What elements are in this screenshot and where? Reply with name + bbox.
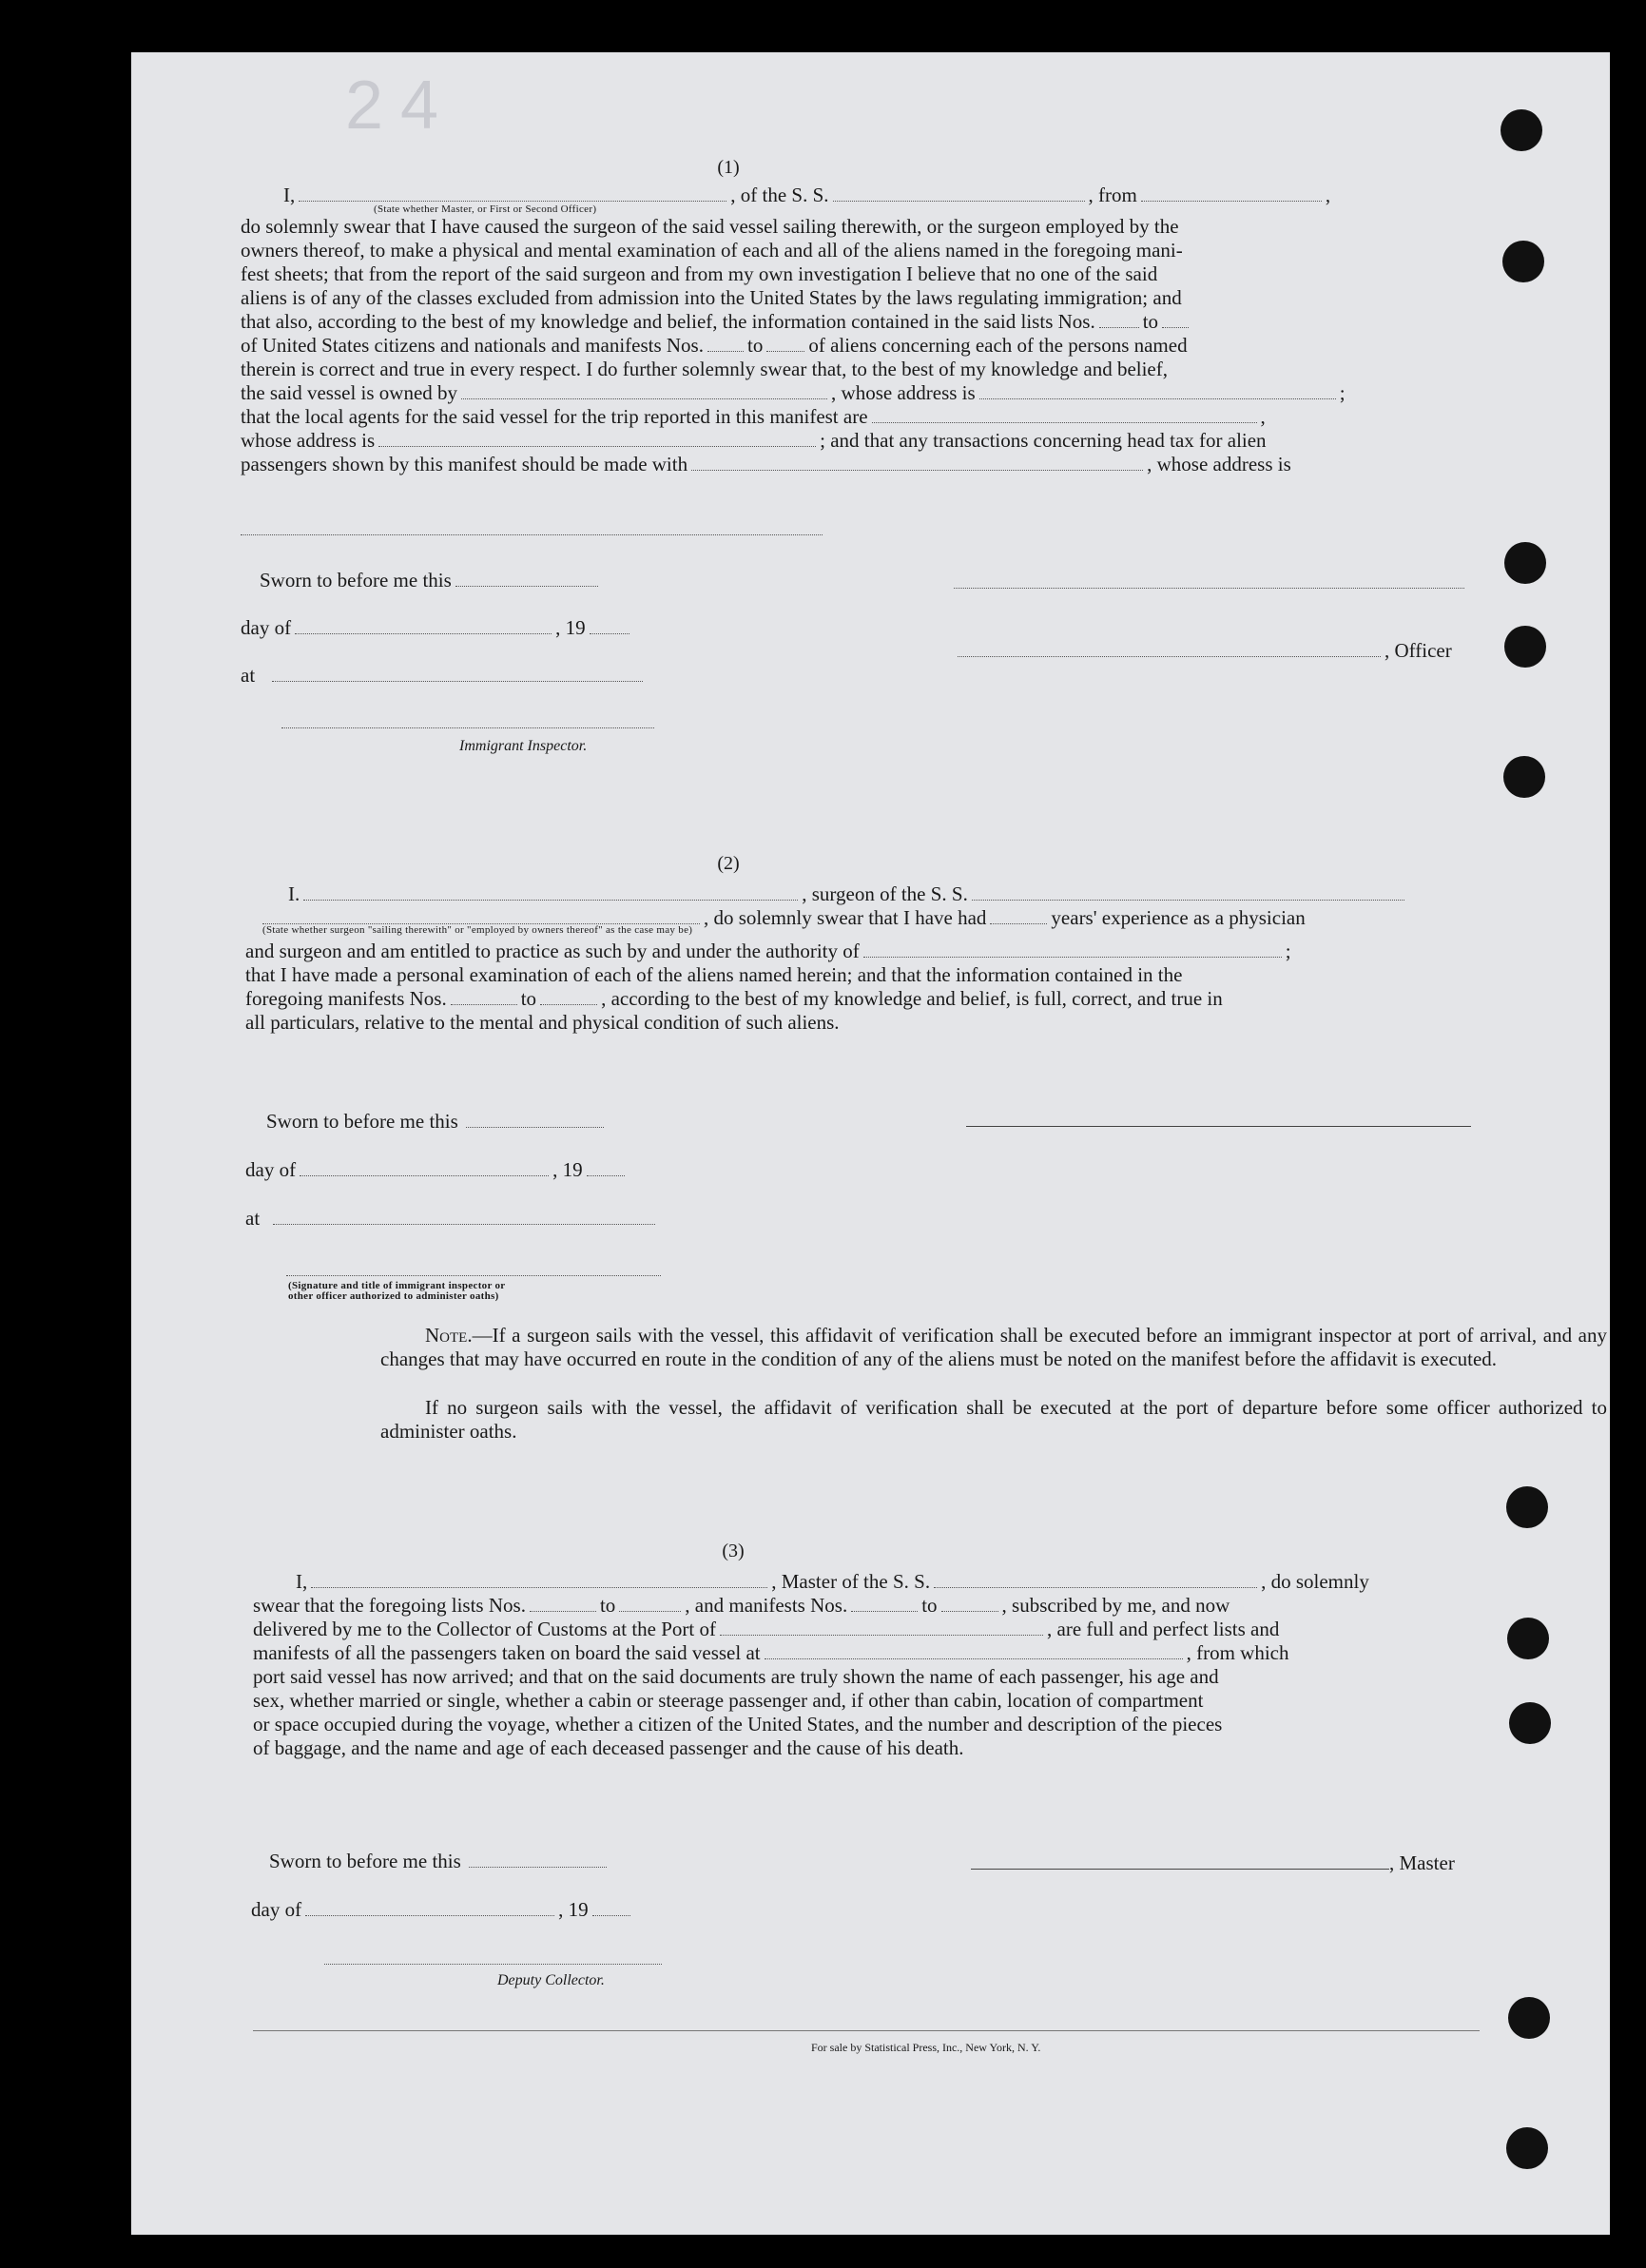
section-1-heading-line: I, , of the S. S. , from , bbox=[283, 184, 1331, 206]
section-3-master-oath: I, , Master of the S. S. , do solemnly swear that the foregoing lists Nos. to , and manifests Nos. to , subscribed by me, and now delivered by me to the Collector of Customs at the Port of , are full and perfect lists and manifests of all the passengers taken on board the said vessel at , from which port said vessel has now arrived; and that on the said documents are truly shown the name of each passenger, his age and sex, whether married or single, whether a cabin or steerage passenger and, if other than cabin, location of compartment or space occupied during the voyage, whether a citizen of the United States, and the number and description of the pieces of baggage, and the name and age of each deceased passenger and the cause of his death. bbox=[253, 1570, 1369, 1759]
inspector-signature-line[interactable] bbox=[281, 727, 654, 728]
day-field[interactable] bbox=[305, 1900, 554, 1916]
sworn-line: Sworn to before me this bbox=[266, 1110, 608, 1134]
vessel-owner-field[interactable] bbox=[461, 383, 827, 399]
year-field[interactable] bbox=[587, 1160, 625, 1176]
day-field[interactable] bbox=[300, 1160, 549, 1176]
day-line: day of , 19 bbox=[251, 1898, 634, 1922]
sworn-date-field[interactable] bbox=[466, 1112, 604, 1128]
punch-hole bbox=[1501, 109, 1542, 151]
sworn-line: Sworn to before me this bbox=[260, 569, 602, 592]
head-tax-address-field[interactable] bbox=[241, 534, 823, 535]
manifests-from-field[interactable] bbox=[851, 1596, 918, 1612]
footer-rule bbox=[253, 2030, 1480, 2031]
punch-hole bbox=[1502, 241, 1544, 282]
at-line: at bbox=[241, 664, 647, 688]
surgeon-signature-line[interactable] bbox=[966, 1126, 1471, 1127]
inspector-caption: Immigrant Inspector. bbox=[459, 738, 588, 754]
section-number: (3) bbox=[722, 1541, 745, 1561]
surgeon-name-field[interactable] bbox=[303, 884, 798, 901]
officer-name-field[interactable] bbox=[958, 641, 1381, 657]
officer-signature-line[interactable] bbox=[954, 588, 1464, 589]
vessel-name-field[interactable] bbox=[833, 185, 1085, 202]
years-experience-field[interactable] bbox=[990, 908, 1047, 924]
day-line: day of , 19 bbox=[245, 1158, 629, 1182]
day-field[interactable] bbox=[295, 618, 552, 634]
punch-hole bbox=[1507, 1618, 1549, 1659]
location-field[interactable] bbox=[273, 1209, 655, 1225]
officer-line: , Officer bbox=[954, 639, 1452, 663]
authority-field[interactable] bbox=[863, 941, 1282, 958]
agents-address-field[interactable] bbox=[378, 431, 816, 447]
manifest-from-field[interactable] bbox=[451, 989, 517, 1005]
master-name-field[interactable] bbox=[311, 1572, 767, 1588]
master-signature-field[interactable] bbox=[971, 1853, 1389, 1870]
alien-manifest-to-field[interactable] bbox=[766, 336, 804, 352]
form-sheet bbox=[131, 52, 1610, 2235]
note-paragraph: Note.—If a surgeon sails with the vessel, this affidavit of verification shall be executed before an immigrant inspector at port of arrival, and any changes that may have occurred en route in the condition of any of the aliens must be noted on the manifest before the affidavit is executed. bbox=[380, 1324, 1607, 1370]
printer-credit: For sale by Statistical Press, Inc., New York, N. Y. bbox=[811, 2041, 1041, 2054]
manifests-to-field[interactable] bbox=[941, 1596, 998, 1612]
surgeon-vessel-field[interactable] bbox=[972, 884, 1404, 901]
embarkation-port-field[interactable] bbox=[765, 1643, 1183, 1659]
day-line: day of , 19 bbox=[241, 616, 633, 640]
punch-hole bbox=[1503, 756, 1545, 798]
punch-hole bbox=[1506, 2127, 1548, 2169]
lists-to-field[interactable] bbox=[619, 1596, 681, 1612]
year-field[interactable] bbox=[590, 618, 629, 634]
signature-caption: (Signature and title of immigrant inspector or other officer authorized to administer oaths) bbox=[288, 1280, 506, 1302]
section-number: (1) bbox=[717, 157, 740, 178]
note-paragraph: If no surgeon sails with the vessel, the affidavit of verification shall be executed at the port of departure before some officer authorized to administer oaths. bbox=[380, 1396, 1607, 1443]
at-line: at bbox=[245, 1207, 659, 1231]
collector-signature-line[interactable] bbox=[324, 1964, 662, 1965]
punch-hole bbox=[1504, 542, 1546, 584]
master-signature-line: , Master bbox=[971, 1851, 1455, 1875]
page-number: 24 bbox=[345, 68, 456, 144]
section-1-oath: I, , of the S. S. , from , (State whether Master, or First or Second Officer) do solemnly swear that I have caused the surgeon of the said vessel sailing therewith, or the surgeon employed by the owners thereof, to make a physical and mental examination of each and all of the aliens named in the foregoing mani- fest sheets; that from the report of the said surgeon and from my own investigation I believe that no one of the said aliens is of any of the classes excluded from admission into the United States by the laws regulating immigration; and that also, according to the best of my knowledge and belief, the information contained in the said lists Nos. to of United States citizens and nationals and manifests Nos. to of aliens concerning each of the persons named therein is correct and true in every respect. I do further solemnly swear that, to the best of my knowledge and belief, the said vessel is owned by , whose address is ; that the local agents for the said vessel for the trip reported in this manifest are , whose address is ; and that any transactions concerning head tax for alien passengers shown by this manifest should be made with , whose address is bbox=[241, 184, 1477, 476]
section-2-surgeon-oath: I. , surgeon of the S. S. , do solemnly swear that I have had years' experience as a physician (State whether surgeon "sailing therewith" or "employed by owners thereof" as the case may be) and surgeon and am entitled to practice as such by and under the authority of ; that I have made a personal examination of each of the aliens named herein; and that the information contained in the foregoing manifests Nos. to , according to the best of my knowledge and belief, is full, correct, and true in all particulars, relative to the mental and physical condition of such aliens. bbox=[245, 882, 1481, 1035]
sworn-date-field[interactable] bbox=[455, 571, 598, 587]
head-tax-contact-field[interactable] bbox=[691, 455, 1143, 471]
owner-address-field[interactable] bbox=[979, 383, 1336, 399]
citizen-list-to-field[interactable] bbox=[1162, 312, 1189, 328]
section-number: (2) bbox=[717, 853, 740, 874]
alien-manifest-from-field[interactable] bbox=[707, 336, 744, 352]
master-vessel-field[interactable] bbox=[934, 1572, 1257, 1588]
departure-port-field[interactable] bbox=[1141, 185, 1322, 202]
surgeon-status-field[interactable] bbox=[262, 908, 700, 924]
sworn-date-field[interactable] bbox=[469, 1851, 607, 1868]
location-field[interactable] bbox=[272, 666, 643, 682]
officer-rank-field[interactable] bbox=[299, 185, 726, 202]
sworn-line: Sworn to before me this bbox=[269, 1850, 610, 1873]
punch-hole bbox=[1506, 1486, 1548, 1528]
citizen-list-from-field[interactable] bbox=[1099, 312, 1139, 328]
punch-hole bbox=[1504, 626, 1546, 668]
local-agents-field[interactable] bbox=[872, 407, 1257, 423]
punch-hole bbox=[1508, 1997, 1550, 2039]
collector-caption: Deputy Collector. bbox=[497, 1972, 605, 1988]
punch-hole bbox=[1509, 1702, 1551, 1744]
field-instruction: (State whether Master, or First or Second Officer) bbox=[374, 204, 597, 215]
manifest-to-field[interactable] bbox=[540, 989, 597, 1005]
year-field[interactable] bbox=[592, 1900, 630, 1916]
lists-from-field[interactable] bbox=[530, 1596, 596, 1612]
inspector-signature-line[interactable] bbox=[286, 1275, 661, 1276]
field-instruction: (State whether surgeon "sailing therewith" or "employed by owners thereof" as the case may be) bbox=[262, 924, 693, 936]
customs-port-field[interactable] bbox=[720, 1619, 1043, 1636]
